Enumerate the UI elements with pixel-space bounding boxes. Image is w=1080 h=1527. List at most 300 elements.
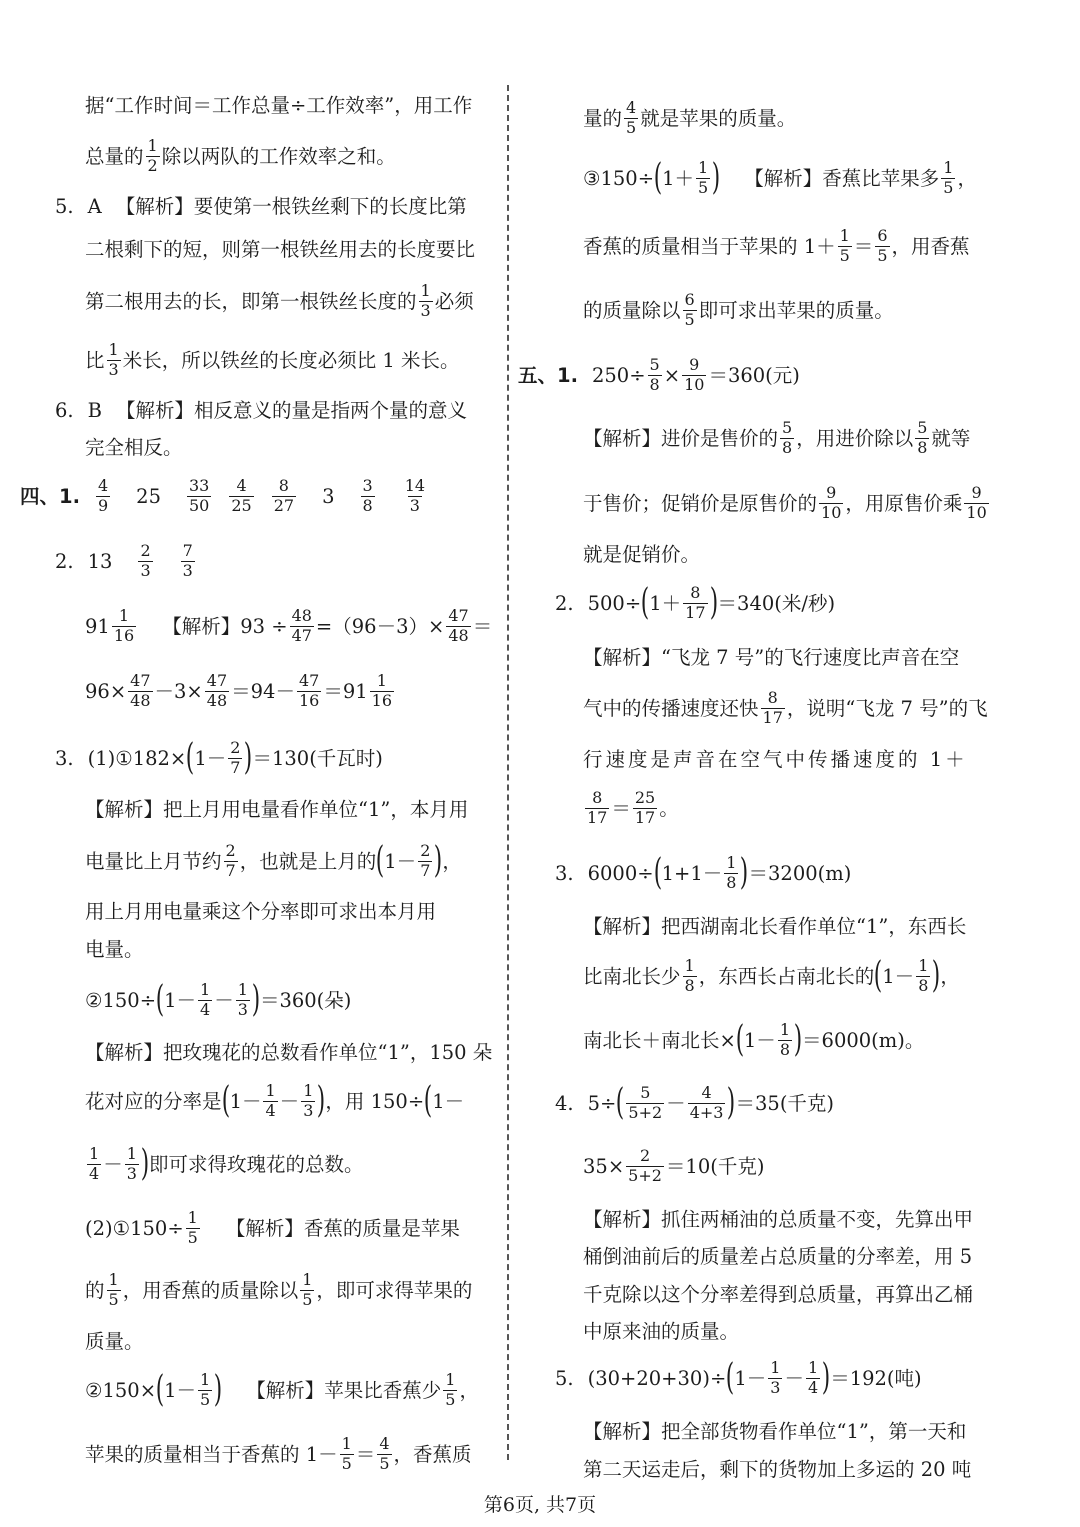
- text-span: 1: [698, 158, 709, 177]
- text-span: ，即可求得苹果的: [316, 1278, 473, 1302]
- fraction: [633, 790, 657, 827]
- text-span: 于售价；促销价是原售价的: [583, 491, 818, 515]
- fraction: [300, 1272, 314, 1309]
- text-line: [583, 648, 959, 668]
- text-span: 1: [726, 853, 737, 872]
- text-span: 相反意义的量是指两个量的意义: [193, 399, 467, 422]
- text-span: ＝340(米/秒): [717, 591, 836, 615]
- text-line: [583, 1148, 764, 1185]
- text-span: ，用香蕉的质量除以: [122, 1278, 299, 1302]
- text-span: 3: [362, 476, 373, 495]
- text-span: ，用 150÷: [325, 1089, 425, 1113]
- text-span: ＝130(千瓦时): [252, 746, 383, 770]
- text-span: 8: [779, 1039, 790, 1059]
- fraction: [112, 608, 136, 645]
- text-line: ②150÷ ( 1－ 1 4 － 1 3 ) ＝360(朵): [85, 979, 352, 1021]
- text-span: 。: [659, 796, 679, 820]
- text-span: 1－: [734, 1366, 767, 1390]
- fraction: [916, 958, 930, 995]
- text-span: 1－: [432, 1089, 465, 1113]
- text-span: 96×: [85, 679, 127, 703]
- text-span: 3: [237, 999, 248, 1019]
- text-span: 1－: [882, 964, 915, 988]
- text-span: 4: [807, 1377, 819, 1397]
- text-span: 1: [770, 1358, 781, 1377]
- text-line: [583, 690, 988, 727]
- text-span: 5: [187, 1227, 198, 1247]
- text-span: 1: [302, 1270, 313, 1289]
- text-span: “飞龙 7 号”的飞行速度比声音在空: [661, 646, 960, 669]
- question-4-3: 3. (1)①182× ( 1－ 2 7 ) ＝130(千瓦时): [55, 737, 383, 779]
- text-span: －3×: [154, 679, 203, 703]
- text-span: ＝: [853, 234, 874, 258]
- text-span: ，说明“飞龙 7 号”的飞: [786, 696, 988, 720]
- text-line: 1 4 － 1 3 ) 即可求得玫瑰花的总数。: [89, 1143, 364, 1185]
- text-span: ＝: [355, 1442, 376, 1466]
- text-span: 16: [298, 690, 320, 710]
- section-5-q3: 3. 6000÷ ( 1+1－ 1 8 ) ＝3200(m): [555, 852, 852, 894]
- text-span: 3: [303, 1100, 314, 1120]
- text-span: ②150÷: [85, 988, 157, 1012]
- text-span: ＝3200(m): [748, 861, 852, 885]
- text-span: 1: [303, 1081, 314, 1100]
- text-span: 据“工作时间＝工作总量÷工作效率”，用工作: [85, 94, 473, 117]
- text-span: 5: [379, 1453, 390, 1473]
- text-span: 第二根用去的长，即第一根铁丝长度的: [85, 289, 417, 313]
- text-span: 5: [108, 1289, 119, 1309]
- text-span: 8: [918, 975, 929, 995]
- fraction: [125, 1146, 139, 1183]
- text-span: ，: [459, 1378, 479, 1402]
- text-span: 2: [140, 541, 151, 560]
- fraction: [648, 357, 662, 394]
- text-span: 10: [966, 502, 987, 522]
- text-span: 4: [236, 476, 247, 495]
- text-span: 1＋: [649, 591, 682, 615]
- text-span: 91: [85, 614, 110, 638]
- fraction: [806, 1360, 820, 1397]
- text-span: 33: [189, 476, 210, 495]
- text-span: 苹果的质量相当于香蕉的 1－: [85, 1442, 338, 1466]
- text-line: [583, 292, 894, 329]
- text-span: 47: [448, 606, 469, 625]
- text-span: 3: [420, 300, 431, 320]
- text-line: [583, 1285, 973, 1305]
- fraction: [941, 160, 955, 197]
- fraction: [377, 1436, 391, 1473]
- text-span: ，用原售价乘: [845, 491, 963, 515]
- fraction: [682, 357, 706, 394]
- fraction: [107, 342, 121, 379]
- text-span: 1: [376, 671, 387, 690]
- text-span: 8: [917, 437, 928, 457]
- text-span: 即可求得玫瑰花的总数。: [148, 1152, 364, 1176]
- text-span: 5: [877, 245, 888, 265]
- text-span: 1: [200, 1370, 211, 1389]
- fraction: [198, 1372, 212, 1409]
- text-span: 1: [839, 226, 850, 245]
- text-span: 【解析】: [115, 399, 194, 422]
- text-span: 6: [877, 226, 888, 245]
- text-span: 必须: [434, 289, 474, 313]
- text-span: (1)①182×: [87, 746, 187, 770]
- fraction: [688, 1085, 726, 1122]
- text-span: 【解析】: [115, 195, 194, 218]
- fraction: [138, 543, 152, 580]
- text-span: 把西湖南北长看作单位“1”，东西长: [661, 915, 967, 938]
- text-span: ，东西长占南北长的: [698, 964, 875, 988]
- text-span: 5: [445, 1389, 456, 1409]
- text-span: 17: [762, 707, 783, 727]
- fraction: [778, 1022, 792, 1059]
- fraction: [236, 982, 250, 1019]
- text-span: ＝94－: [231, 679, 295, 703]
- text-span: 5: [684, 309, 695, 329]
- fraction: [446, 608, 470, 645]
- text-span: 9: [689, 355, 700, 374]
- text-span: －: [214, 988, 234, 1012]
- text-span: 1: [237, 980, 248, 999]
- text-span: 香蕉的质量相当于苹果的 1＋: [583, 234, 836, 258]
- text-span: 千克除以这个分率差得到总质量，再算出乙桶: [583, 1283, 974, 1306]
- text-span: 1: [147, 136, 158, 155]
- text-span: ②150×: [85, 1378, 157, 1402]
- text-span: B: [87, 399, 102, 422]
- text-span: 8: [592, 788, 603, 807]
- text-span: 的质量除以: [583, 298, 681, 322]
- text-span: 7: [420, 860, 431, 880]
- fraction: [696, 160, 710, 197]
- text-span: 27: [273, 495, 295, 515]
- text-span: 9: [971, 483, 982, 502]
- text-span: ，用进价除以: [796, 426, 914, 450]
- fraction: [768, 1360, 782, 1397]
- text-span: 47: [298, 671, 320, 690]
- text-span: 就是促销价。: [583, 543, 701, 566]
- fraction: [297, 673, 321, 710]
- text-span: 13: [87, 549, 113, 573]
- text-line: [85, 1436, 472, 1473]
- text-span: 1: [807, 1358, 819, 1377]
- text-span: 南北长＋南北长×: [583, 1028, 736, 1052]
- text-span: 3: [409, 495, 420, 515]
- column-divider: [507, 85, 509, 1460]
- text-span: 16: [113, 625, 135, 645]
- text-line: [583, 100, 796, 137]
- fraction: [585, 790, 609, 827]
- text-span: 二根剩下的短，则第一根铁丝用去的长度要比: [85, 238, 476, 261]
- text-line: [583, 750, 968, 770]
- text-span: 五、1.: [518, 363, 578, 387]
- text-line: [583, 917, 966, 937]
- text-span: 1－: [194, 746, 227, 770]
- text-line: [85, 940, 144, 960]
- text-span: 中原来油的质量。: [583, 1320, 740, 1343]
- text-span: 5: [640, 1083, 651, 1102]
- text-span: ＝192(吨): [830, 1366, 922, 1390]
- text-span: 即可求出苹果的质量。: [698, 298, 894, 322]
- text-line: [85, 902, 436, 922]
- text-span: 1－: [164, 988, 197, 1012]
- question-6: [55, 401, 467, 421]
- text-span: 8: [278, 476, 289, 495]
- text-span: 5.: [55, 195, 74, 218]
- text-span: 1: [684, 956, 695, 975]
- text-span: 3: [108, 359, 119, 379]
- text-span: 5: [782, 418, 793, 437]
- text-span: 1－: [164, 1378, 197, 1402]
- text-span: 48: [448, 625, 469, 645]
- text-span: 5: [917, 418, 928, 437]
- text-span: 1－: [384, 849, 417, 873]
- text-span: 气中的传播速度还快: [583, 696, 759, 720]
- text-span: 4: [379, 1434, 390, 1453]
- text-span: 香蕉的质量是苹果: [303, 1216, 460, 1240]
- text-span: 2.: [55, 549, 74, 573]
- text-span: 行速度是声音在空气中传播速度的 1＋: [583, 748, 968, 771]
- text-line: [85, 608, 492, 645]
- text-span: 25: [231, 495, 252, 515]
- text-span: 1: [918, 956, 929, 975]
- text-span: 48: [206, 690, 228, 710]
- text-span: 16: [371, 690, 392, 710]
- text-span: 7: [182, 541, 193, 560]
- text-span: 8: [782, 437, 793, 457]
- text-span: 3.: [55, 746, 74, 770]
- text-span: 9: [826, 483, 837, 502]
- text-span: 【解析】: [583, 915, 662, 938]
- text-span: 桶倒油前后的质量差占总质量的分率差，用 5: [583, 1245, 973, 1268]
- fraction: [205, 673, 229, 710]
- text-span: 3: [140, 560, 151, 580]
- text-span: 25: [136, 484, 161, 508]
- text-span: 4: [97, 476, 109, 495]
- fraction: [419, 283, 433, 320]
- fraction: [228, 740, 242, 777]
- text-span: 17: [587, 807, 608, 827]
- fraction: [819, 485, 843, 522]
- text-span: 【解析】: [583, 646, 662, 669]
- fraction: [96, 478, 110, 515]
- text-span: 5: [839, 245, 850, 265]
- text-span: 3: [322, 484, 335, 508]
- text-line: [583, 228, 970, 265]
- text-span: 10: [821, 502, 842, 522]
- text-line: [85, 1210, 460, 1247]
- text-span: ＝: [611, 796, 631, 820]
- fraction: [443, 1372, 457, 1409]
- text-span: 5.: [555, 1366, 574, 1390]
- text-line: [85, 342, 460, 379]
- text-line: [85, 138, 396, 175]
- text-span: (2)①150÷: [85, 1216, 184, 1240]
- text-span: 14: [404, 476, 426, 495]
- text-span: －: [103, 1152, 123, 1176]
- text-span: 1＋: [662, 166, 695, 190]
- text-span: ，香蕉质: [393, 1442, 472, 1466]
- text-span: 第二天运走后，剩下的货物加上多运的 20 吨: [583, 1458, 972, 1481]
- text-span: 花对应的分率是: [85, 1089, 222, 1113]
- text-span: ，: [442, 849, 462, 873]
- text-span: 完全相反。: [85, 436, 183, 459]
- text-span: 1: [126, 1144, 137, 1163]
- text-line: [85, 96, 472, 116]
- text-span: ＝35(千克): [735, 1091, 835, 1115]
- text-span: 【解析】: [583, 1420, 662, 1443]
- text-span: 35×: [583, 1154, 625, 1178]
- text-span: 1: [118, 606, 130, 625]
- fraction: [107, 1272, 121, 1309]
- text-span: 【解析】: [583, 1208, 662, 1231]
- text-span: 1: [89, 1144, 100, 1163]
- text-span: 5: [200, 1389, 211, 1409]
- text-span: 3: [770, 1377, 781, 1397]
- fraction: [128, 673, 152, 710]
- text-span: 1: [108, 1270, 119, 1289]
- text-span: 5: [943, 177, 954, 197]
- text-span: 5: [302, 1289, 313, 1309]
- text-span: 4: [265, 1100, 276, 1120]
- text-span: 质量。: [85, 1330, 144, 1353]
- text-span: 250÷: [591, 363, 646, 387]
- fraction: [683, 585, 707, 622]
- section-5-q2: 2. 500÷ ( 1＋ 8 17 ) ＝340(米/秒): [555, 582, 836, 624]
- text-span: 7: [225, 860, 236, 880]
- text-span: ＝10(千克): [665, 1154, 765, 1178]
- fraction: [229, 478, 253, 515]
- text-span: ，: [940, 964, 960, 988]
- text-span: 量的: [583, 106, 623, 130]
- text-line: [583, 1210, 973, 1230]
- text-span: ＝360(元): [708, 363, 800, 387]
- text-span: ，也就是上月的: [239, 849, 377, 873]
- text-span: 比: [85, 348, 105, 372]
- fraction: [724, 855, 738, 892]
- text-span: 的: [85, 1278, 105, 1302]
- text-line: [583, 1247, 972, 1267]
- fraction: [683, 292, 697, 329]
- text-span: 4: [200, 999, 211, 1019]
- text-span: 2: [225, 841, 236, 860]
- fraction: [272, 478, 296, 515]
- text-span: 【解析】: [583, 426, 662, 450]
- fraction: [915, 420, 929, 457]
- text-line: [85, 438, 183, 458]
- text-span: 就是苹果的质量。: [640, 106, 797, 130]
- text-span: 1－: [743, 1028, 776, 1052]
- text-span: 25: [634, 788, 656, 807]
- text-span: －: [784, 1366, 804, 1390]
- text-span: 【解析】: [744, 166, 823, 190]
- text-span: 4+3: [689, 1102, 724, 1122]
- text-span: 2: [420, 841, 431, 860]
- text-span: 8: [690, 583, 701, 602]
- text-span: 5: [341, 1453, 352, 1473]
- text-span: 总量的: [85, 144, 144, 168]
- text-span: ＝: [472, 614, 493, 638]
- text-span: 17: [634, 807, 656, 827]
- fraction: [340, 1436, 354, 1473]
- text-span: 1: [187, 1208, 198, 1227]
- fraction: [403, 478, 427, 515]
- text-span: 2.: [555, 591, 574, 615]
- text-span: 5+2: [628, 1102, 663, 1122]
- text-line: 比南北长少 1 8 ，东西长占南北长的 ( 1－ 1 8 ) ，: [583, 955, 960, 997]
- text-span: 4: [89, 1163, 100, 1183]
- text-span: ③150÷: [583, 166, 655, 190]
- text-line: [583, 790, 679, 827]
- text-span: ＝6000(m)。: [802, 1028, 925, 1052]
- fraction: [146, 138, 160, 175]
- text-line: [583, 420, 970, 457]
- question-5: [55, 197, 467, 217]
- fraction: [626, 1085, 664, 1122]
- text-span: 47: [291, 625, 312, 645]
- fraction: [683, 958, 697, 995]
- fraction: [875, 228, 889, 265]
- text-span: 【解析】: [246, 1378, 325, 1402]
- text-span: 1: [420, 281, 431, 300]
- text-span: 就等: [931, 426, 971, 450]
- text-span: 1: [265, 1081, 276, 1100]
- text-span: 1: [445, 1370, 456, 1389]
- text-span: ，: [957, 166, 977, 190]
- text-span: =（96－3）×: [315, 614, 445, 638]
- text-span: 3: [182, 560, 193, 580]
- fraction: [418, 843, 432, 880]
- text-span: 8: [767, 688, 778, 707]
- text-span: 进价是售价的: [661, 426, 779, 450]
- text-span: 抓住两桶油的总质量不变，先算出甲: [661, 1208, 974, 1231]
- text-line: [85, 240, 475, 260]
- text-span: 【解析】: [85, 798, 164, 821]
- text-span: 1+1－: [661, 861, 723, 885]
- text-span: (30+20+30)÷: [587, 1366, 727, 1390]
- text-span: ＝91: [323, 679, 368, 703]
- text-span: 1: [108, 340, 119, 359]
- text-span: 9: [97, 495, 109, 515]
- fraction: [964, 485, 988, 522]
- text-span: 8: [684, 975, 695, 995]
- text-line: [85, 283, 474, 320]
- text-span: 47: [130, 671, 151, 690]
- text-span: 3.: [555, 861, 574, 885]
- text-span: 6: [684, 290, 695, 309]
- fraction: [370, 673, 394, 710]
- text-span: 比南北长少: [583, 964, 681, 988]
- fraction: [301, 1083, 315, 1120]
- text-span: 1: [200, 980, 211, 999]
- text-span: 4.: [555, 1091, 574, 1115]
- text-span: 48: [130, 690, 151, 710]
- text-line: [85, 673, 396, 710]
- text-span: 500÷: [587, 591, 642, 615]
- text-line: ②150× ( 1－ 1 5 ) 【解析】 苹果比香蕉少 1 5 ，: [85, 1369, 479, 1411]
- text-line: 电量比上月节约 2 7 ，也就是上月的 ( 1－ 2 7 ) ，: [85, 840, 462, 882]
- fraction: [187, 478, 211, 515]
- text-span: 7: [230, 757, 241, 777]
- text-span: 米长，所以铁丝的长度必须比 1 米长。: [122, 348, 460, 372]
- section-4-answers: [20, 478, 429, 515]
- text-span: 8: [726, 872, 737, 892]
- text-span: 【解析】: [85, 1041, 164, 1064]
- text-span: 5: [626, 117, 637, 137]
- text-span: 2: [230, 738, 241, 757]
- text-span: 8: [649, 374, 660, 394]
- question-4-2: [55, 543, 197, 580]
- fraction: [263, 1083, 277, 1120]
- text-span: 把玫瑰花的总数看作单位“1”，150 朵: [163, 1041, 493, 1064]
